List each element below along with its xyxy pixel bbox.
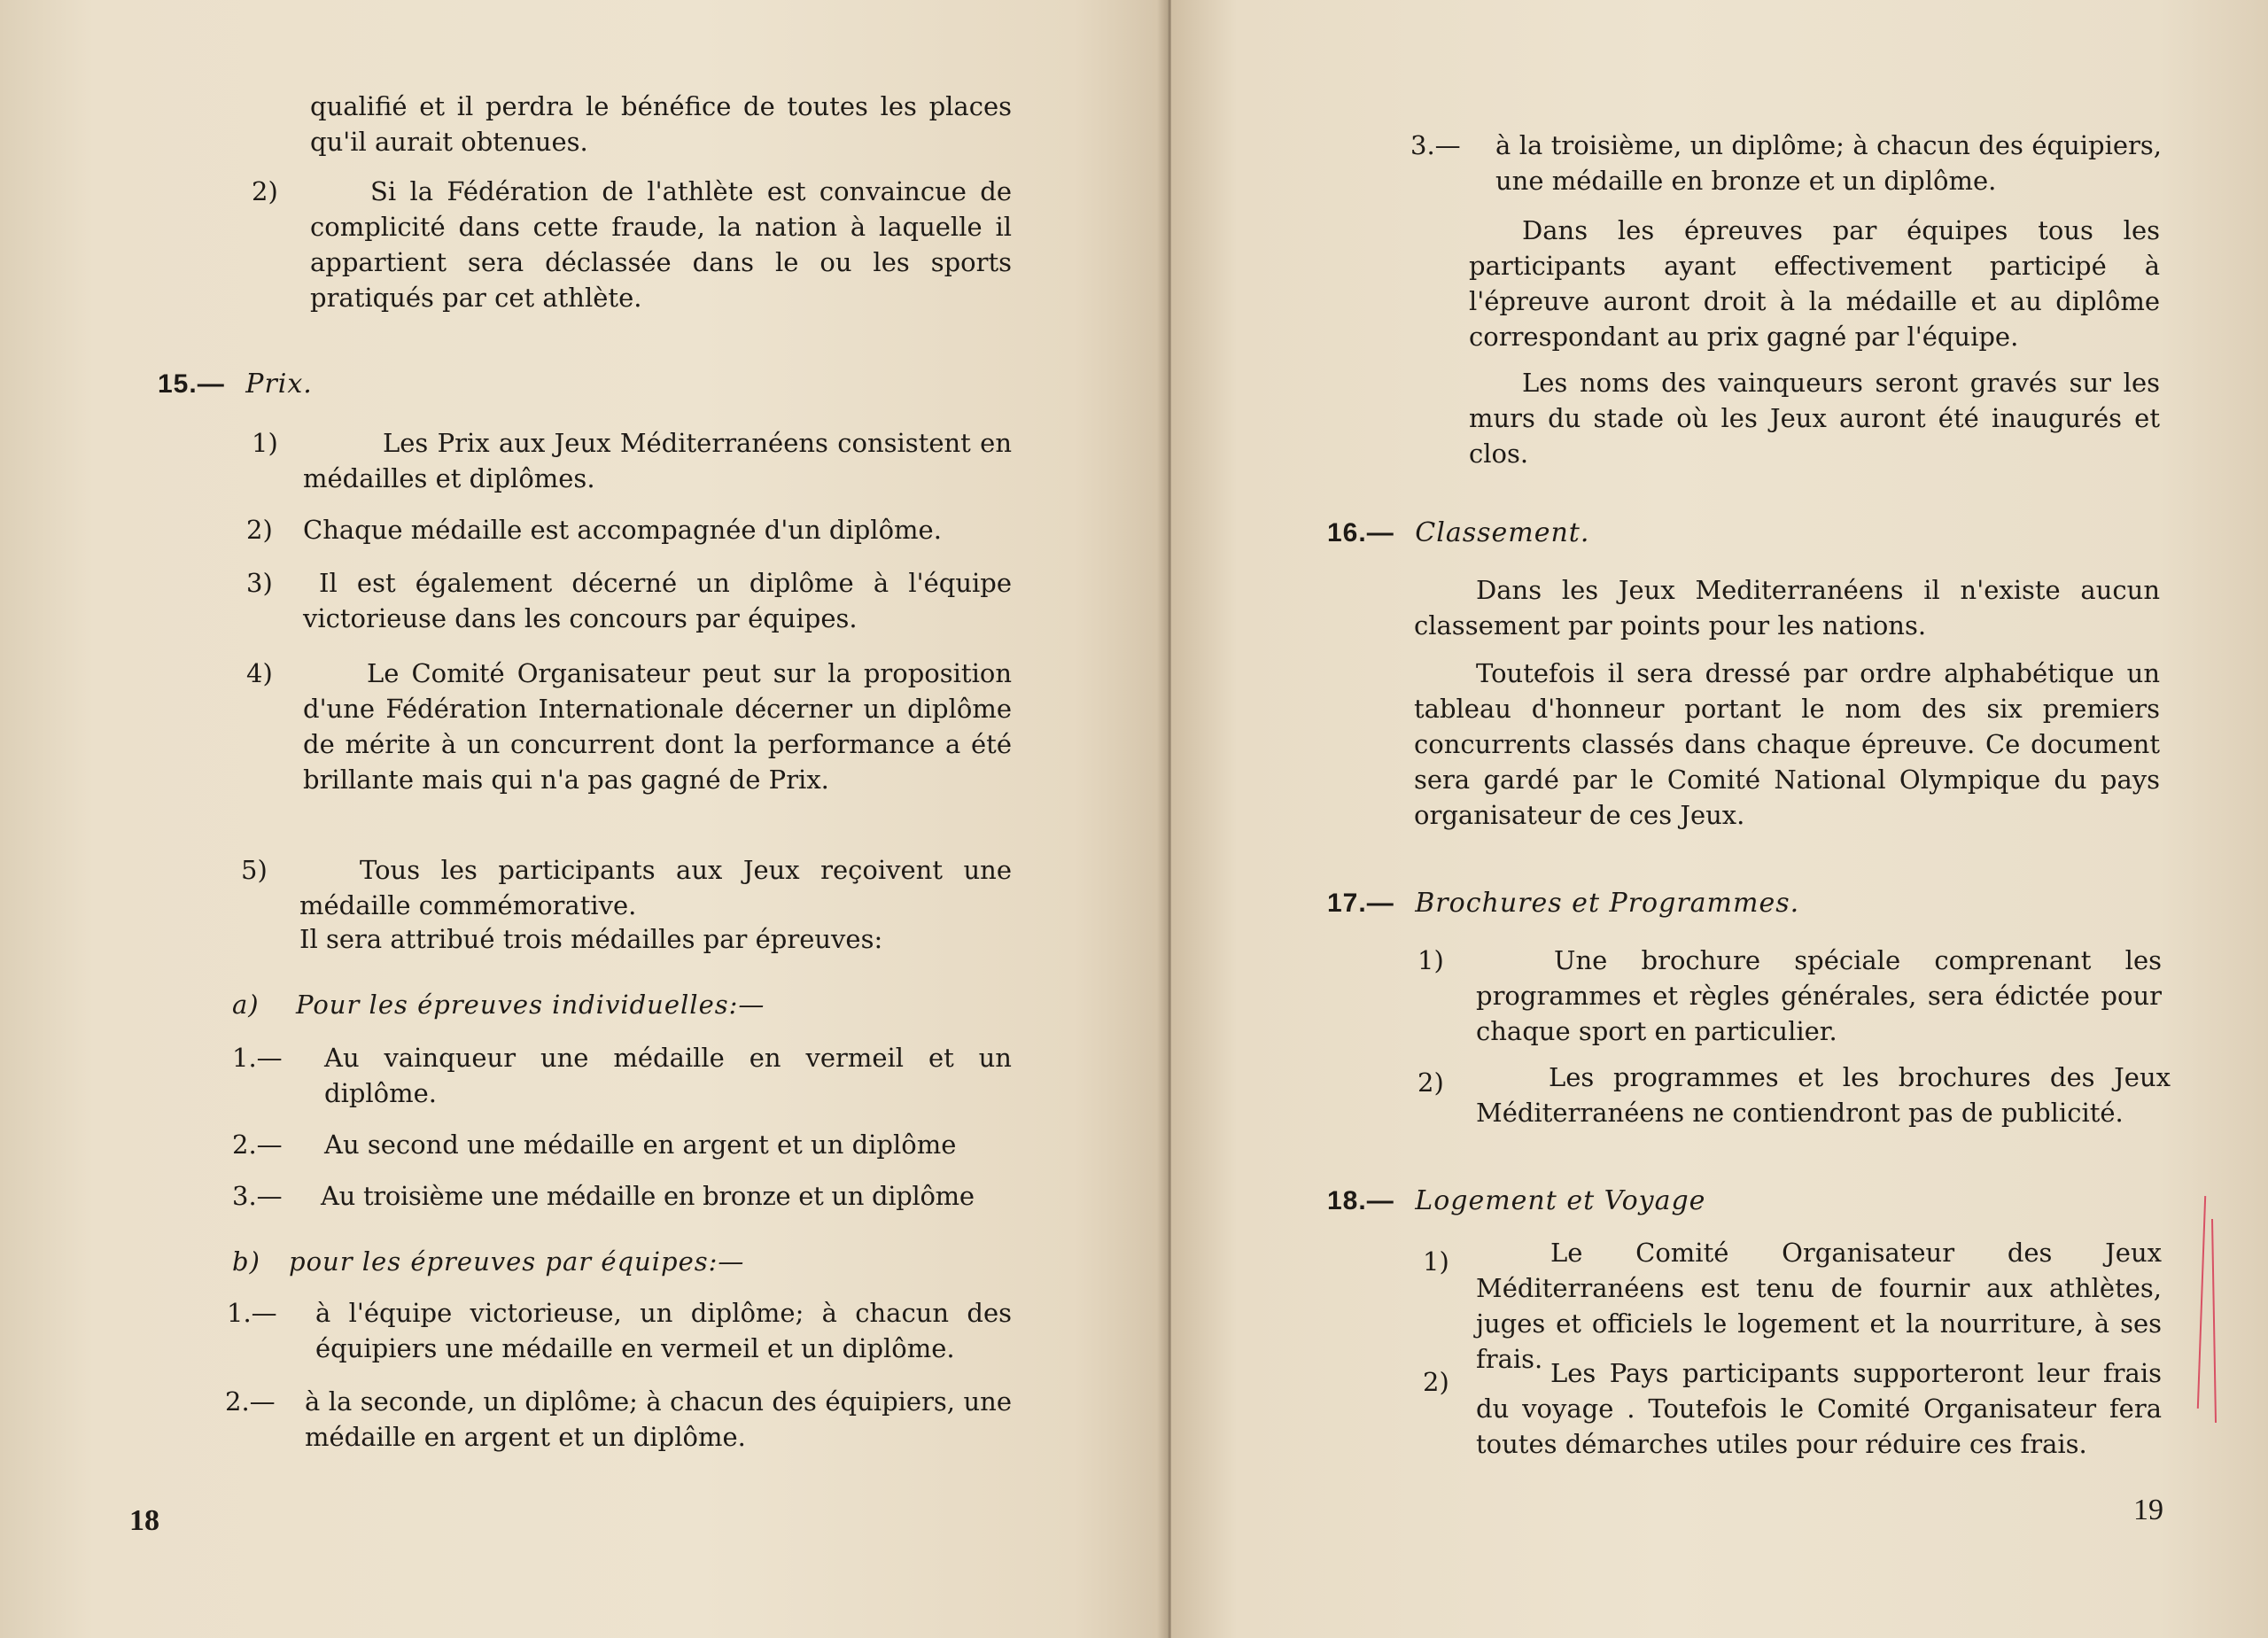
list-number: 2.— <box>232 1130 283 1160</box>
list-number: 1.— <box>232 1043 283 1073</box>
section-16-heading <box>1327 516 1589 551</box>
item-medal-diploma-text: Chaque médaille est accompagnée d'un diplôme. <box>303 515 942 545</box>
item-merit-diploma-text: Le Comité Organisateur peut sur la proposition d'une Fédération Internationale décerner un diplôme de mérite à un concurrent dont la performance a été brillante mais qui n'a pas gagné de Prix. <box>303 658 1012 795</box>
page-number: 18 <box>129 1504 159 1537</box>
item-number: 2) <box>1423 1367 1449 1397</box>
section-number: 17.— <box>1327 889 1394 918</box>
subsection-teams-heading: pour les épreuves par équipes:— <box>289 1246 745 1277</box>
section-15-heading <box>158 367 313 402</box>
subsection-individual-heading: Pour les épreuves individuelles:— <box>296 990 765 1020</box>
subsection-label: a) <box>232 990 260 1020</box>
subsection-label: b) <box>232 1246 260 1277</box>
item-number: 1) <box>1418 945 1444 975</box>
section-title: Brochures et Programmes. <box>1415 888 1800 919</box>
item-travel-text: Les Pays participants supporteront leur frais du voyage . Toutefois le Comité Organisateur fera toutes démarches utiles pour réduire ces frais. <box>1476 1358 2162 1459</box>
item-number: 1) <box>1423 1246 1449 1277</box>
paragraph-no-ranking: Dans les Jeux Mediterranéens il n'existe aucun classement par points pour les nations. <box>1414 575 2160 640</box>
section-title: Prix. <box>245 369 313 400</box>
list-number: 3.— <box>1410 130 1461 160</box>
list-item-winner: Au vainqueur une médaille en vermeil et un diplôme. <box>324 1043 1012 1108</box>
list-item-team-winner: à l'équipe victorieuse, un diplôme; à chacun des équipiers une médaille en vermeil et un diplôme. <box>315 1298 1012 1363</box>
section-number: 15.— <box>158 369 225 399</box>
item-prizes-text: Les Prix aux Jeux Méditerranéens consistent en médailles et diplômes. <box>303 428 1012 493</box>
item-number: 1) <box>252 428 278 458</box>
paragraph-honour-table: Toutefois il sera dressé par ordre alphabétique un tableau d'honneur portant le nom des six premiers concurrents classés dans chaque épreuve. Ce document sera gardé par le Comité National Olympique du pays organisateur de ces Jeux. <box>1414 658 2160 830</box>
section-number: 16.— <box>1327 518 1394 547</box>
list-number: 1.— <box>227 1298 277 1328</box>
list-item-team-second: à la seconde, un diplôme; à chacun des équipiers, une médaille en argent et un diplôme. <box>305 1386 1012 1452</box>
red-pen-mark <box>2197 1196 2206 1409</box>
red-pen-mark <box>2211 1219 2217 1423</box>
item-brochure-text: Une brochure spéciale comprenant les programmes et règles générales, sera édictée pour chaque sport en particulier. <box>1476 945 2162 1046</box>
list-item-team-third: à la troisième, un diplôme; à chacun des équipiers, une médaille en bronze et un diplôme. <box>1495 130 2162 196</box>
paragraph-fraud-complicity: Si la Fédération de l'athlète est convaincue de complicité dans cette fraude, la nation à laquelle il appartient sera déclassée dans le ou les sports pratiqués par cet athlète. <box>310 176 1012 313</box>
list-item-third: Au troisième une médaille en bronze et un diplôme <box>321 1181 975 1211</box>
item-number: 4) <box>246 658 273 688</box>
list-item-second: Au second une médaille en argent et un diplôme <box>324 1130 957 1160</box>
item-team-diploma-text: Il est également décerné un diplôme à l'équipe victorieuse dans les concours par équipes. <box>303 568 1012 633</box>
page-right <box>1171 0 2268 1638</box>
section-17-heading <box>1327 886 1799 921</box>
section-18-heading <box>1327 1184 1705 1219</box>
section-number: 18.— <box>1327 1186 1394 1215</box>
section-title: Classement. <box>1415 517 1590 548</box>
item-number: 2) <box>1418 1067 1444 1098</box>
page-number: 19 <box>2133 1494 2163 1526</box>
item-number: 2) <box>246 515 273 545</box>
item-number: 5) <box>241 855 268 885</box>
paragraph-team-participants: Dans les épreuves par équipes tous les participants ayant effectivement participé à l'épreuve auront droit à la médaille et au diplôme correspondant au prix gagné par l'équipe. <box>1469 215 2160 352</box>
list-number: 2.— <box>225 1386 276 1417</box>
section-title: Logement et Voyage <box>1415 1185 1706 1216</box>
paragraph-winners-engraved: Les noms des vainqueurs seront gravés sur les murs du stade où les Jeux auront été inaugurés et clos. <box>1469 368 2160 469</box>
item-number: 3) <box>246 568 273 598</box>
item-lodging-text: Le Comité Organisateur des Jeux Méditerranéens est tenu de fournir aux athlètes, juges et officiels le logement et la nourriture, à ses frais. <box>1476 1238 2162 1374</box>
list-number: 3.— <box>232 1181 283 1211</box>
item-number: 2) <box>252 176 278 206</box>
item-three-medals-text: Il sera attribué trois médailles par épreuves: <box>299 924 883 954</box>
paragraph-continuation: qualifié et il perdra le bénéfice de toutes les places qu'il aurait obtenues. <box>310 91 1012 157</box>
item-no-advertising-text: Les programmes et les brochures des Jeux Méditerranéens ne contiendront pas de publicité. <box>1476 1062 2171 1128</box>
item-commemorative-text: Tous les participants aux Jeux reçoivent une médaille commémorative. <box>299 855 1012 920</box>
